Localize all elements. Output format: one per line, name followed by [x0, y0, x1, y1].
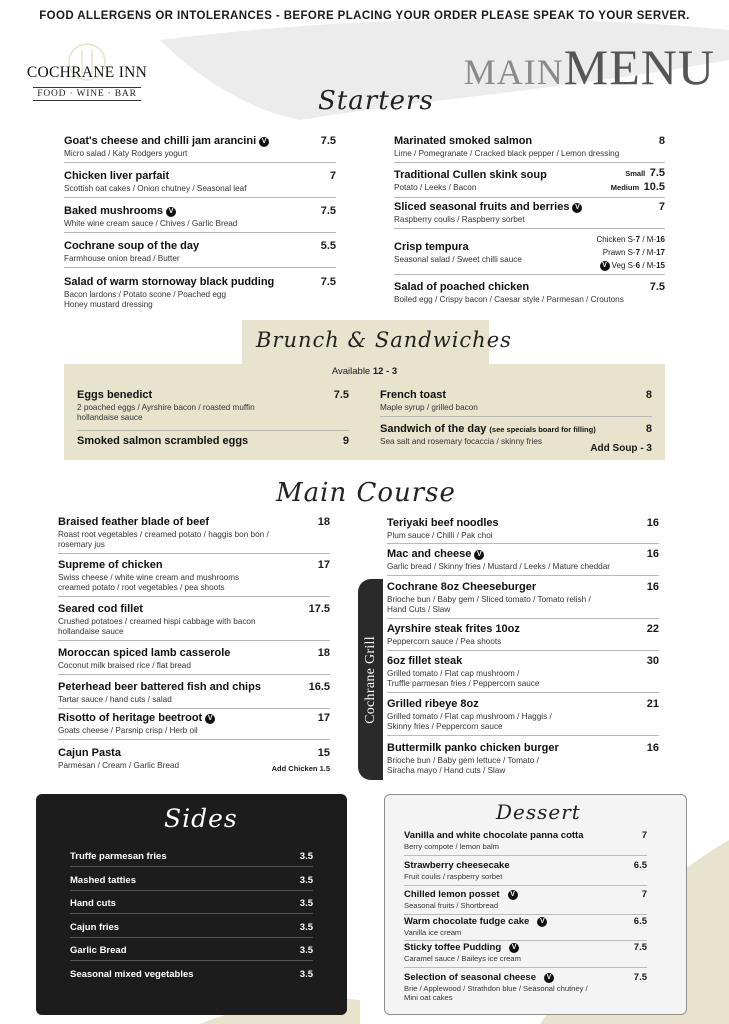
item-name: Hand cuts — [70, 898, 116, 909]
item-price: 7 — [329, 170, 336, 182]
item-name: Sandwich of the day — [380, 423, 487, 435]
brunch-availability: Available 12 - 3 — [331, 366, 398, 377]
item-price: 7.5 — [320, 135, 336, 147]
main-item — [58, 603, 330, 641]
add-soup: Add Soup - 3 — [590, 443, 652, 454]
item-name: Risotto of heritage beetroot — [58, 712, 203, 724]
item-price: 7 — [641, 889, 647, 900]
item-desc: Fruit coulis / raspberry sorbet — [404, 872, 503, 881]
add-chicken: Add Chicken 1.5 — [271, 764, 330, 773]
item-desc: Potato / Leeks / Bacon — [394, 183, 477, 192]
main-item — [387, 517, 659, 544]
item-name: Moroccan spiced lamb casserole — [58, 647, 231, 659]
item-desc: Brioche bun / Baby gem / Sliced tomato / Tomato relish / Hand Cuts / Slaw — [387, 595, 591, 614]
item-note: (see specials board for filling) — [489, 425, 596, 434]
item-name: Cajun fries — [70, 922, 120, 933]
vegetarian-icon: V — [509, 943, 519, 953]
item-desc: Grilled tomato / Flat cap mushroom / Haggis / Skinny fries / Peppercorn sauce — [387, 712, 552, 731]
starter-item — [64, 205, 336, 233]
item-name: Cochrane soup of the day — [64, 240, 200, 252]
logo-name: COCHRANE INN — [26, 64, 148, 81]
logo — [22, 64, 152, 101]
item-name: Grilled ribeye 8oz — [387, 698, 479, 710]
item-price: 17 — [317, 559, 330, 571]
brunch-item — [77, 389, 349, 431]
side-item — [70, 969, 313, 984]
item-price: 16 — [646, 517, 659, 529]
item-price: 18 — [317, 516, 330, 528]
size-prices: Small 7.5 Medium 10.5 — [610, 167, 665, 193]
item-desc: Boiled egg / Crispy bacon / Caesar style / Parmesan / Croutons — [394, 295, 624, 304]
starter-item — [64, 240, 336, 268]
title-menu: MENU — [563, 39, 715, 95]
starters-heading: Starters — [318, 86, 434, 116]
side-item — [70, 922, 313, 938]
item-name: Marinated smoked salmon — [394, 135, 533, 147]
dessert-item — [404, 972, 647, 1006]
item-name: 6oz fillet steak — [387, 655, 463, 667]
starter-item — [394, 201, 665, 229]
item-name: Chicken liver parfait — [64, 170, 170, 182]
item-name: Sliced seasonal fruits and berries — [394, 201, 570, 213]
item-desc: Seasonal fruits / Shortbread — [404, 901, 499, 910]
item-desc: Roast root vegetables / creamed potato / haggis bon bon / rosemary jus — [58, 530, 269, 549]
item-desc: Farmhouse onion bread / Butter — [64, 254, 180, 263]
item-name: Teriyaki beef noodles — [387, 517, 499, 529]
item-desc: Caramel sauce / Baileys ice cream — [404, 954, 521, 963]
dessert-item — [404, 830, 647, 856]
side-item — [70, 875, 313, 891]
vegetarian-icon: V — [205, 714, 215, 724]
item-desc: 2 poached eggs / Ayrshire bacon / roasted muffin hollandaise sauce — [77, 403, 255, 422]
item-name: Buttermilk panko chicken burger — [387, 742, 559, 754]
item-name: Traditional Cullen skink soup — [394, 169, 547, 181]
item-price: 7 — [641, 830, 647, 841]
tempura-prices: Chicken S-7 / M-16 Prawn S-7 / M-17 V Veg S-6 / M-15 — [596, 235, 665, 270]
item-name: Strawberry cheesecake — [404, 860, 510, 871]
side-item — [70, 898, 313, 914]
vegetarian-icon: V — [166, 207, 176, 217]
item-price: 16 — [646, 548, 659, 560]
grill-item — [387, 581, 659, 619]
logo-tagline: FOOD · WINE · BAR — [33, 87, 140, 101]
main-item — [58, 747, 330, 775]
item-name: Ayrshire steak frites 10oz — [387, 623, 520, 635]
side-item — [70, 851, 313, 867]
allergen-banner: FOOD ALLERGENS OR INTOLERANCES - BEFORE PLACING YOUR ORDER PLEASE SPEAK TO YOUR SERVER. — [39, 10, 690, 22]
item-name: Truffe parmesan fries — [70, 851, 167, 862]
item-price: 7.5 — [649, 281, 665, 293]
item-desc: Micro salad / Katy Rodgers yogurt — [64, 149, 188, 158]
page-title — [464, 38, 715, 96]
item-name: Eggs benedict — [77, 389, 153, 401]
item-price: 7.5 — [633, 942, 647, 953]
item-desc: Plum sauce / Chilli / Pak choi — [387, 531, 493, 540]
item-desc: White wine cream sauce / Chives / Garlic Bread — [64, 219, 238, 228]
cutlery-icon — [67, 42, 107, 82]
item-desc: Bacon lardons / Potato scone / Poached egg Honey mustard dressing — [64, 290, 227, 309]
item-desc: Vanilla ice cream — [404, 928, 462, 937]
brunch-item — [77, 435, 349, 449]
item-price: 7.5 — [333, 389, 349, 401]
grill-item — [387, 623, 659, 651]
item-price: 18 — [317, 647, 330, 659]
starter-item — [64, 170, 336, 198]
item-desc: Brie / Applewood / Strathdon blue / Seasonal chutney / Mini oat cakes — [404, 984, 588, 1002]
item-name: Cochrane 8oz Cheeseburger — [387, 581, 537, 593]
item-desc: Coconut milk braised rice / flat bread — [58, 661, 191, 670]
item-desc: Crushed potatoes / creamed hispi cabbage with bacon hollandaise sauce — [58, 617, 256, 636]
starter-item — [394, 135, 665, 163]
starter-item — [64, 135, 336, 163]
item-price: 16 — [646, 742, 659, 754]
item-desc: Tartar sauce / hand cuts / salad — [58, 695, 172, 704]
item-desc: Sea salt and rosemary focaccia / skinny fries — [380, 437, 542, 446]
item-price: 3.5 — [299, 875, 313, 886]
item-price: 3.5 — [299, 969, 313, 980]
item-price: 22 — [646, 623, 659, 635]
side-item — [70, 945, 313, 961]
item-price: 3.5 — [299, 851, 313, 862]
item-name: Crisp tempura — [394, 241, 469, 253]
item-price: 17.5 — [308, 603, 330, 615]
dessert-item — [404, 860, 647, 886]
item-name: Goat's cheese and chilli jam arancini — [64, 135, 257, 147]
vegetarian-icon: V — [259, 137, 269, 147]
item-desc: Scottish oat cakes / Onion chutney / Seasonal leaf — [64, 184, 247, 193]
starter-item — [64, 276, 336, 314]
item-price: 6.5 — [633, 860, 647, 871]
item-price: 6.5 — [633, 916, 647, 927]
item-name: Sticky toffee Pudding — [404, 942, 502, 953]
item-desc: Garlic bread / Skinny fries / Mustard / Leeks / Mature cheddar — [387, 562, 610, 571]
item-name: French toast — [380, 389, 447, 401]
grill-item — [387, 698, 659, 736]
item-price: 8 — [645, 389, 652, 401]
item-desc: Seasonal salad / Sweet chilli sauce — [394, 255, 522, 264]
main-item — [58, 559, 330, 597]
item-price: 5.5 — [320, 240, 336, 252]
main-item — [58, 712, 330, 740]
dessert-heading: Dessert — [496, 800, 581, 824]
item-price: 3.5 — [299, 898, 313, 909]
item-desc: Raspberry coulis / Raspberry sorbet — [394, 215, 525, 224]
item-name: Salad of poached chicken — [394, 281, 530, 293]
item-name: Supreme of chicken — [58, 559, 163, 571]
item-name: Chilled lemon posset — [404, 889, 500, 900]
vegetarian-icon: V — [572, 203, 582, 213]
item-price: 7.5 — [320, 276, 336, 288]
item-price: 15 — [317, 747, 330, 759]
brunch-item — [380, 389, 652, 417]
item-desc: Brioche bun / Baby gem lettuce / Tomato / Siracha mayo / Hand cuts / Slaw — [387, 756, 539, 775]
item-desc: Berry compote / lemon balm — [404, 842, 499, 851]
item-desc: Grilled tomato / Flat cap mushroom / Truffle parmesan fries / Peppercorn sauce — [387, 669, 540, 688]
item-price: 7.5 — [633, 972, 647, 983]
item-price: 8 — [645, 423, 652, 435]
item-desc: Goats cheese / Parsnip crisp / Herb oil — [58, 726, 198, 735]
item-name: Vanilla and white chocolate panna cotta — [404, 830, 584, 841]
grill-item — [387, 742, 659, 780]
starter-item — [394, 281, 665, 309]
item-desc: Peppercorn sauce / Pea shoots — [387, 637, 502, 646]
vegetarian-icon: V — [600, 261, 610, 271]
item-name: Salad of warm stornoway black pudding — [64, 276, 275, 288]
item-price: 9 — [342, 435, 349, 447]
item-price: 16 — [646, 581, 659, 593]
vegetarian-icon: V — [508, 890, 518, 900]
vegetarian-icon: V — [544, 973, 554, 983]
item-name: Smoked salmon scrambled eggs — [77, 435, 249, 447]
main-item — [58, 647, 330, 675]
dessert-item — [404, 942, 647, 968]
grill-label: Cochrane Grill — [362, 635, 378, 724]
item-price: 16.5 — [308, 681, 330, 693]
item-price: 7 — [658, 201, 665, 213]
item-name: Cajun Pasta — [58, 747, 121, 759]
item-desc: Swiss cheese / white wine cream and mushrooms creamed potato / root vegetables / pea shoots — [58, 573, 240, 592]
starter-item — [394, 166, 665, 198]
item-name: Warm chocolate fudge cake — [404, 916, 530, 927]
item-price: 3.5 — [299, 922, 313, 933]
main-item — [387, 548, 659, 576]
item-price: 21 — [646, 698, 659, 710]
title-main: MAIN — [463, 52, 564, 92]
brunch-item — [380, 423, 652, 457]
main-item — [58, 681, 330, 709]
item-name: Selection of seasonal cheese — [404, 972, 537, 983]
main-course-heading: Main Course — [276, 478, 456, 508]
item-desc: Parmesan / Cream / Garlic Bread — [58, 761, 180, 770]
item-name: Mac and cheese — [387, 548, 472, 560]
dessert-item — [404, 916, 647, 941]
brunch-heading: Brunch & Sandwiches — [256, 328, 512, 352]
item-price: 3.5 — [299, 945, 313, 956]
item-name: Baked mushrooms — [64, 205, 164, 217]
vegetarian-icon: V — [537, 917, 547, 927]
item-name: Mashed tatties — [70, 875, 136, 886]
item-name: Braised feather blade of beef — [58, 516, 209, 528]
item-name: Garlic Bread — [70, 945, 127, 956]
item-desc: Maple syrup / grilled bacon — [380, 403, 478, 412]
vegetarian-icon: V — [474, 550, 484, 560]
item-name: Peterhead beer battered fish and chips — [58, 681, 261, 693]
item-name: Seared cod fillet — [58, 603, 143, 615]
starter-item — [394, 232, 665, 275]
sides-heading: Sides — [164, 804, 238, 833]
main-item — [58, 516, 330, 554]
item-name: Seasonal mixed vegetables — [70, 969, 194, 980]
item-price: 30 — [646, 655, 659, 667]
item-desc: Lime / Pomegranate / Cracked black pepper / Lemon dressing — [394, 149, 620, 158]
item-price: 17 — [317, 712, 330, 724]
grill-item — [387, 655, 659, 693]
item-price: 8 — [658, 135, 665, 147]
item-price: 7.5 — [320, 205, 336, 217]
cochrane-grill-tab — [358, 579, 383, 780]
dessert-item — [404, 889, 647, 915]
